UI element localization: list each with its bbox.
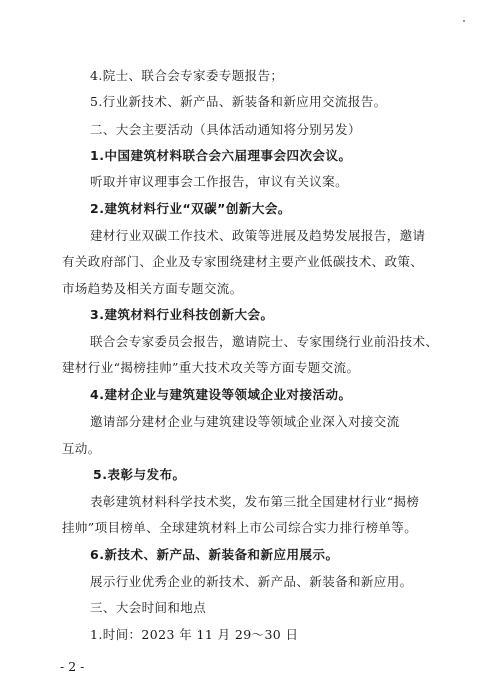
scan-mark (463, 20, 465, 22)
activity-6-body: 展示行业优秀企业的新技术、新产品、新装备和新应用。 (90, 574, 413, 589)
activity-2-body-line-3: 市场趋势及相关方面专题交流。 (62, 281, 243, 296)
time-line: 1.时间：2023 年 11 月 29～30 日 (90, 627, 299, 642)
activity-4-body-line-1: 邀请部分建材企业与建筑建设等领域企业深入对接交流 (90, 414, 400, 429)
activity-4-title: 4.建材企业与建筑建设等领域企业对接活动。 (90, 387, 352, 402)
activity-2-body-line-1: 建材行业双碳工作技术、政策等进展及趋势发展报告，邀请 (90, 228, 426, 243)
activity-6-title: 6.新技术、新产品、新装备和新应用展示。 (90, 547, 339, 562)
list-item-4: 4.院士、联合会专家委专题报告； (90, 68, 284, 83)
section-heading-activities: 二、大会主要活动（具体活动通知将分别另发） (90, 122, 361, 137)
activity-5-title: 5.表彰与发布。 (93, 467, 186, 482)
activity-5-body-line-2: 挂帅”项目榜单、全球建筑材料上市公司综合实力排行榜单等。 (62, 520, 418, 535)
activity-2-body-line-2: 有关政府部门、企业及专家围绕建材主要产业低碳技术、政策、 (62, 254, 424, 269)
activity-3-body-line-1: 联合会专家委员会报告，邀请院士、专家围绕行业前沿技术、 (90, 334, 439, 349)
activity-4-body-line-2: 互动。 (62, 441, 101, 456)
activity-1-body: 听取并审议理事会工作报告，审议有关议案。 (90, 174, 349, 189)
activity-2-title: 2.建筑材料行业“双碳”创新大会。 (90, 201, 291, 216)
activity-5-body-line-1: 表彰建筑材料科学技术奖，发布第三批全国建材行业“揭榜 (90, 494, 420, 509)
list-item-5: 5.行业新技术、新产品、新装备和新应用交流报告。 (90, 94, 387, 109)
activity-3-title: 3.建筑材料行业科技创新大会。 (90, 307, 274, 322)
page-number: - 2 - (60, 659, 85, 674)
activity-1-title: 1.中国建筑材料联合会六届理事会四次会议。 (90, 148, 352, 163)
section-heading-time-place: 三、大会时间和地点 (90, 600, 207, 615)
activity-3-body-line-2: 建材行业“揭榜挂帅”重大技术攻关等方面专题交流。 (62, 360, 360, 375)
